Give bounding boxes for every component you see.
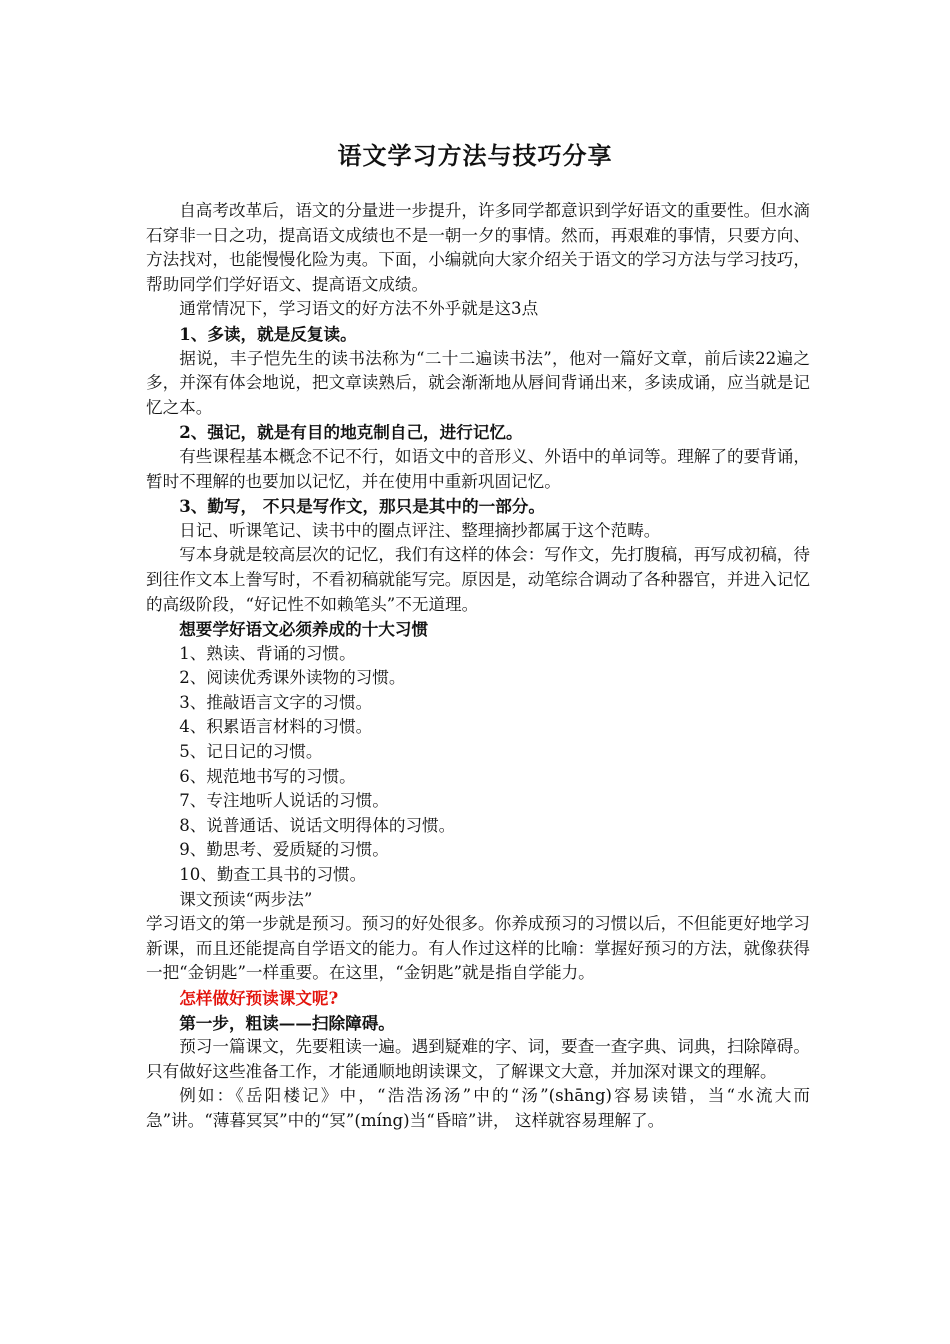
preview-heading: 课文预读“两步法”	[179, 889, 313, 909]
habit-item: 5、记日记的习惯。	[179, 742, 323, 762]
preview-paragraph: 学习语文的第一步就是预习。预习的好处很多。你养成预习的习惯以后，不但能更好地学习新课，而且还能提高自学语文的能力。有人作过这样的比喻：掌握好预习的方法，就像获得一把“金钥匙”一样重要。在这里，“金钥匙”就是指自学能力。	[146, 914, 810, 983]
method-3-paragraph-a: 日记、听课笔记、读书中的圈点评注、整理摘抄都属于这个范畴。	[179, 520, 661, 540]
intro-paragraph: 自高考改革后，语文的分量进一步提升，许多同学都意识到学好语文的重要性。但水滴石穿非一日之功，提高语文成绩也不是一朝一夕的事情。然而，再艰难的事情，只要方向、方法找对，也能慢慢化险为夷。下面，小编就向大家介绍关于语文的学习方法与学习技巧，帮助同学们学好语文、提高语文成绩。	[146, 201, 810, 294]
habit-item: 10、勤查工具书的习惯。	[179, 865, 367, 885]
method-2-heading: 2、强记，就是有目的地克制自己，进行记忆。	[179, 422, 523, 443]
habit-item: 7、专注地听人说话的习惯。	[179, 791, 389, 811]
method-1-paragraph: 据说，丰子恺先生的读书法称为“二十二遍读书法”，他对一篇好文章，前后读22遍之多，并深有体会地说，把文章读熟后，就会渐渐地从唇间背诵出来，多读成诵，应当就是记忆之本。	[146, 348, 810, 417]
habit-item: 4、积累语言材料的习惯。	[179, 717, 373, 737]
step-1-heading: 第一步，粗读——扫除障碍。	[179, 1012, 395, 1033]
habit-item: 6、规范地书写的习惯。	[179, 766, 356, 786]
how-to-preview-heading: 怎样做好预读课文呢?	[179, 988, 339, 1008]
habit-item: 1、熟读、背诵的习惯。	[179, 643, 356, 663]
habit-item: 2、阅读优秀课外读物的习惯。	[179, 668, 406, 688]
method-3-heading: 3、勤写， 不只是写作文，那只是其中的一部分。	[179, 496, 545, 517]
habit-item: 3、推敲语言文字的习惯。	[179, 692, 373, 712]
habit-item: 8、说普通话、说话文明得体的习惯。	[179, 815, 456, 835]
page-title: 语文学习方法与技巧分享	[337, 141, 613, 170]
habits-heading: 想要学好语文必须养成的十大习惯	[179, 619, 429, 640]
article-body	[146, 199, 810, 1134]
methods-intro: 通常情况下，学习语文的好方法不外乎就是这3点	[179, 299, 539, 319]
method-3-paragraph-b: 写本身就是较高层次的记忆，我们有这样的体会：写作文，先打腹稿，再写成初稿，待到往作文本上誊写时，不看初稿就能写完。原因是，动笔综合调动了各种器官，并进入记忆的高级阶段，“好记性不如赖笔头”不无道理。	[146, 545, 810, 614]
step-1-paragraph: 预习一篇课文，先要粗读一遍。遇到疑难的字、词，要查一查字典、词典，扫除障碍。只有做好这些准备工作，才能通顺地朗读课文，了解课文大意，并加深对课文的理解。	[146, 1037, 810, 1081]
method-2-paragraph: 有些课程基本概念不记不行，如语文中的音形义、外语中的单词等。理解了的要背诵，暂时不理解的也要加以记忆，并在使用中重新巩固记忆。	[146, 446, 810, 491]
method-1-heading: 1、多读，就是反复读。	[179, 323, 357, 344]
example-paragraph: 例如：《岳阳楼记》中，“浩浩汤汤”中的“汤”(shāng)容易读错，当“水流大而急”讲。“薄暮冥冥”中的“冥”(míng)当“昏暗”讲， 这样就容易理解了。	[146, 1086, 810, 1130]
habit-item: 9、勤思考、爱质疑的习惯。	[179, 840, 389, 860]
